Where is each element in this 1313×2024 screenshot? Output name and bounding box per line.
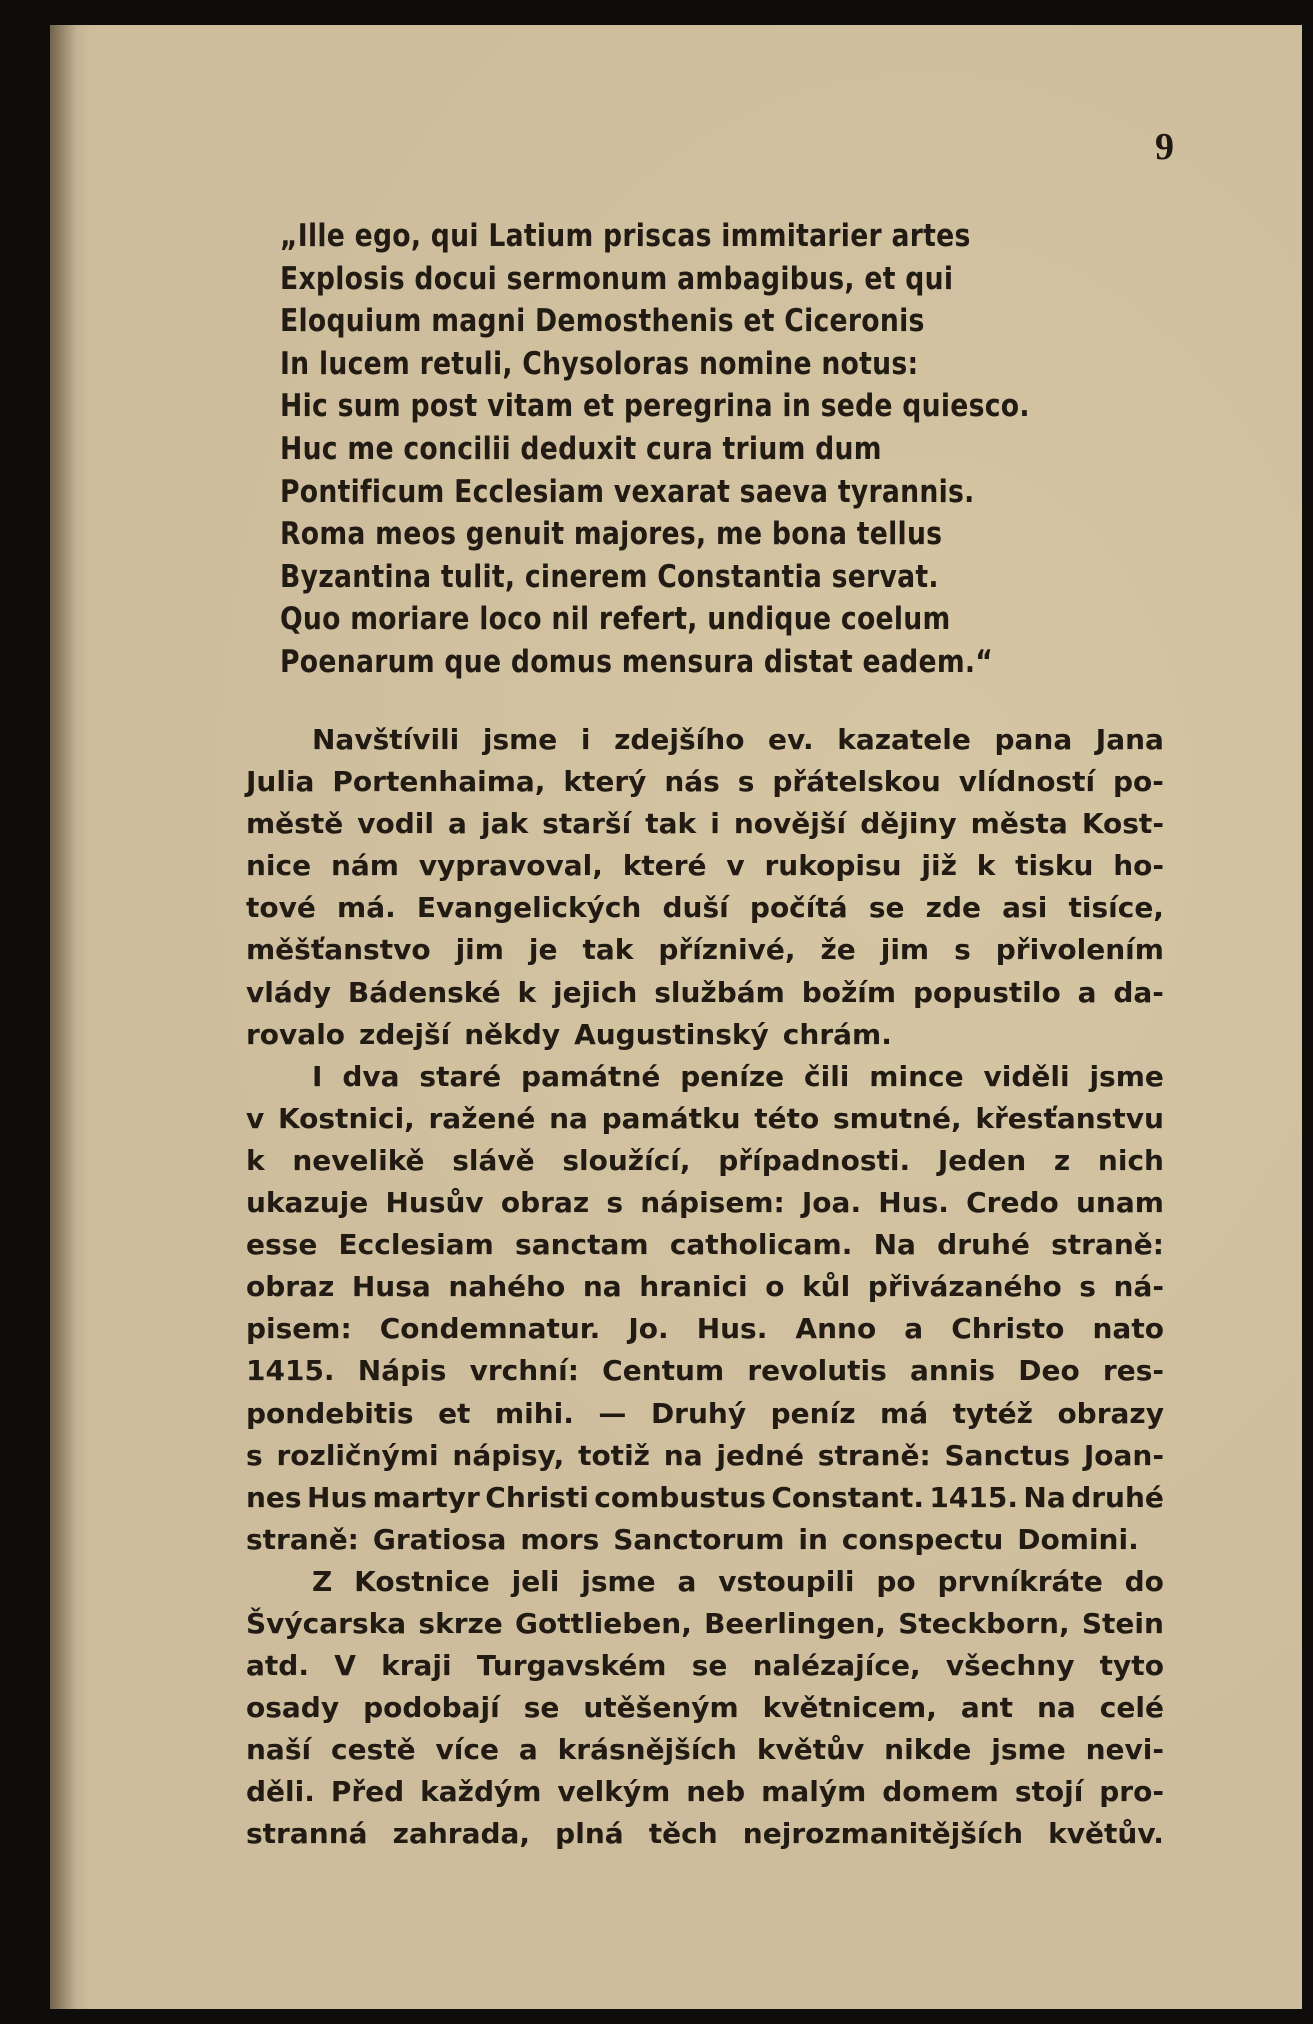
word: a <box>904 1312 924 1346</box>
prose-body <box>246 719 1164 1856</box>
word: že <box>820 933 856 967</box>
word: je <box>528 933 558 967</box>
poem-line: Pontificum Ecclesiam vexarat saeva tyrannis. <box>280 473 975 510</box>
text-line <box>246 1140 1164 1182</box>
word: sloužící, <box>562 1143 691 1177</box>
word: Hus. <box>696 1312 768 1346</box>
word: památku <box>601 1101 741 1135</box>
word: tyto <box>1099 1649 1164 1683</box>
word: et <box>438 1396 471 1430</box>
word: Condemnatur. <box>379 1312 601 1346</box>
word: vlády <box>246 975 332 1009</box>
word: má <box>880 1396 929 1430</box>
word: pondebitis <box>246 1396 414 1430</box>
word: dva <box>342 1059 400 1093</box>
word: asi <box>1002 891 1048 925</box>
poem-line: Hic sum post vitam et peregrina in sede quiesco. <box>280 388 1030 425</box>
word: pro- <box>1099 1775 1164 1809</box>
word: plná <box>555 1817 624 1851</box>
word: jsme <box>581 1564 656 1598</box>
word: kazatele <box>837 723 971 756</box>
word: a <box>448 807 467 841</box>
word: s <box>954 933 971 967</box>
text-line <box>246 1603 1164 1645</box>
word: tové <box>246 891 316 925</box>
word: Christi <box>485 1480 589 1514</box>
word: Jo. <box>628 1312 669 1346</box>
word: službám <box>654 975 785 1009</box>
word: Švýcarska <box>246 1606 407 1640</box>
word: velkým <box>557 1775 671 1809</box>
word: květův <box>756 1733 865 1767</box>
word: čili <box>804 1059 850 1093</box>
word: nevelikě <box>292 1143 425 1177</box>
word: obrazy <box>1057 1396 1164 1430</box>
text-line <box>246 761 1164 803</box>
word: tak <box>645 807 697 841</box>
word: annis <box>910 1354 996 1388</box>
latin-epitaph-poem <box>280 215 1030 684</box>
word: novější <box>733 807 847 841</box>
word: do <box>1124 1564 1164 1598</box>
word: ná- <box>1113 1270 1164 1304</box>
word: rukopisu <box>764 849 902 883</box>
word: Joan- <box>1083 1438 1164 1472</box>
word: Steckborn, <box>898 1606 1070 1640</box>
word: Gottlieben, <box>515 1606 692 1640</box>
word: atd. <box>246 1649 309 1683</box>
word: Jana <box>1095 723 1164 756</box>
word: cestě <box>330 1733 416 1767</box>
word: nice <box>246 849 312 883</box>
word: jim <box>880 933 930 967</box>
word: prvníkráte <box>937 1564 1103 1598</box>
word: případnosti. <box>718 1143 911 1177</box>
word: z <box>1053 1143 1071 1177</box>
word: které <box>622 849 707 883</box>
word: nás <box>664 765 720 799</box>
word: Druhý <box>650 1396 747 1430</box>
word: jedné <box>716 1438 804 1472</box>
word: dějiny <box>860 807 957 841</box>
word: pana <box>994 723 1073 756</box>
text-line <box>246 887 1164 929</box>
text-line <box>246 1056 1164 1098</box>
text-line <box>246 1098 1164 1140</box>
word: kůl <box>802 1270 851 1304</box>
word: všechny <box>945 1649 1075 1683</box>
word: Credo <box>966 1186 1059 1220</box>
word: jsme <box>482 723 558 756</box>
word: revolutis <box>747 1354 887 1388</box>
word: Turgavském <box>476 1649 667 1683</box>
word: ukazuje <box>246 1186 369 1220</box>
poem-line: Byzantina tulit, cinerem Constantia servat. <box>280 558 939 595</box>
word: křesťanstvu <box>975 1101 1164 1135</box>
word: měšťanstvo <box>246 933 431 967</box>
word: každým <box>420 1775 542 1809</box>
word: jim <box>455 933 504 967</box>
word: hranici <box>639 1270 748 1304</box>
word: nevi- <box>1085 1733 1164 1767</box>
word: nich <box>1097 1143 1164 1177</box>
text-line <box>246 719 1164 761</box>
word: I <box>312 1059 323 1093</box>
word: více <box>435 1733 499 1767</box>
poem-line: Roma meos genuit majores, me bona tellus <box>280 516 943 553</box>
word: s <box>1079 1270 1096 1304</box>
word: osady <box>246 1691 340 1725</box>
word: malým <box>761 1775 867 1809</box>
word: Kostnice <box>354 1564 490 1598</box>
word: duší <box>662 891 729 925</box>
word: naší <box>246 1733 312 1767</box>
word: utěšeným <box>583 1691 739 1725</box>
word: skrze <box>418 1606 503 1640</box>
text-line <box>246 1645 1164 1687</box>
word: k <box>976 849 996 883</box>
word: viděli <box>983 1059 1070 1093</box>
word: s <box>737 765 755 799</box>
word: — <box>598 1396 627 1430</box>
word: Navštívili <box>312 723 460 756</box>
word: zde <box>925 891 981 925</box>
word: o <box>765 1270 785 1304</box>
word: 1415. <box>246 1354 335 1388</box>
word: Deo <box>1018 1354 1080 1388</box>
word: rovalo <box>246 1017 346 1051</box>
word: conspectu <box>841 1522 1004 1556</box>
word: peníze <box>680 1059 785 1093</box>
word: božím <box>801 975 897 1009</box>
text-line <box>246 845 1164 887</box>
word: Husův <box>385 1186 484 1220</box>
word: jsme <box>991 1733 1066 1767</box>
word: stojí <box>1014 1775 1084 1809</box>
word: který <box>563 765 647 799</box>
word: ho- <box>1113 849 1164 883</box>
word: Na <box>1023 1480 1066 1514</box>
word: mihi. <box>494 1396 574 1430</box>
word: nes <box>246 1480 302 1514</box>
word: krásnějších <box>557 1733 737 1767</box>
word: města <box>970 807 1068 841</box>
text-line <box>246 1561 1164 1603</box>
word: podobají <box>363 1691 500 1725</box>
word: a <box>1077 975 1097 1009</box>
text-line <box>246 972 1164 1014</box>
text-line <box>246 1435 1164 1477</box>
word: stranná <box>246 1817 368 1851</box>
word: combustus <box>594 1480 766 1514</box>
poem-line: Poenarum que domus mensura distat eadem.“ <box>280 643 994 680</box>
word: Centum <box>602 1354 725 1388</box>
word: Husa <box>351 1270 431 1304</box>
word: zdejšího <box>614 723 745 756</box>
word: 1415. <box>929 1480 1018 1514</box>
word: městě <box>246 807 344 841</box>
word: neb <box>686 1775 746 1809</box>
word: mince <box>869 1059 964 1093</box>
word: vrchní: <box>469 1354 579 1388</box>
text-line <box>246 1771 1164 1813</box>
word: V <box>334 1649 356 1683</box>
word: zdejší <box>359 1017 451 1051</box>
word: Anno <box>795 1312 877 1346</box>
word: staré <box>419 1059 502 1093</box>
word: této <box>754 1101 820 1135</box>
word: přivolením <box>995 933 1164 967</box>
word: kraji <box>381 1649 452 1683</box>
text-line <box>246 1393 1164 1435</box>
word: rozličnými <box>276 1438 439 1472</box>
word: Joa. <box>801 1186 862 1220</box>
word: tisku <box>1015 849 1094 883</box>
word: straně: <box>246 1522 359 1556</box>
word: děli. <box>246 1775 315 1809</box>
word: vlídností <box>958 765 1096 799</box>
word: jeli <box>511 1564 560 1598</box>
word: má. <box>337 891 396 925</box>
word: příznivé, <box>658 933 796 967</box>
word: památné <box>521 1059 661 1093</box>
word: Ecclesiam <box>338 1228 494 1262</box>
word: nám <box>330 849 399 883</box>
text-line <box>246 1182 1164 1224</box>
word: peníz <box>770 1396 856 1430</box>
word: květnicem, <box>762 1691 937 1725</box>
word: Hus. <box>878 1186 949 1220</box>
word: Jeden <box>937 1143 1027 1177</box>
word: Julia <box>246 765 315 799</box>
poem-line: Explosis docui sermonum ambagibus, et qui <box>280 260 954 297</box>
word: straně: <box>1051 1228 1164 1262</box>
word: catholicam. <box>669 1228 853 1262</box>
word: unam <box>1075 1186 1164 1220</box>
word: Hus <box>307 1480 368 1514</box>
word: tak <box>582 933 634 967</box>
word: Před <box>330 1775 405 1809</box>
word: Kost- <box>1081 807 1164 841</box>
binding-shadow <box>50 25 76 2009</box>
word: květův. <box>1048 1817 1164 1851</box>
text-line <box>246 1308 1164 1350</box>
text-line <box>246 929 1164 971</box>
word: těch <box>648 1817 718 1851</box>
word: nejrozmanitějších <box>742 1817 1024 1851</box>
word: Sanctus <box>944 1438 1071 1472</box>
word: Constant. <box>771 1480 924 1514</box>
word: k <box>246 1143 265 1177</box>
word: na <box>549 1101 588 1135</box>
poem-line: In lucem retuli, Chysoloras nomine notus: <box>280 345 919 382</box>
word: Augustinský <box>574 1017 769 1051</box>
poem-line: Huc me concilii deduxit cura trium dum <box>280 430 882 467</box>
text-line <box>246 1014 1164 1056</box>
word: a <box>518 1733 538 1767</box>
word: nápisem: <box>640 1186 785 1220</box>
word: obraz <box>500 1186 590 1220</box>
word: martyr <box>372 1480 480 1514</box>
word: v <box>726 849 745 883</box>
word: Nápis <box>357 1354 447 1388</box>
page-number: 9 <box>1155 126 1174 168</box>
word: Sanctorum <box>613 1522 785 1556</box>
word: nápisy, <box>452 1438 565 1472</box>
word: jsme <box>1089 1059 1164 1093</box>
word: Gratiosa <box>372 1522 507 1556</box>
book-page <box>50 25 1302 2009</box>
text-line <box>246 1477 1164 1519</box>
word: se <box>523 1691 560 1725</box>
word: nahého <box>448 1270 566 1304</box>
word: esse <box>246 1228 318 1262</box>
word: totiž <box>578 1438 650 1472</box>
word: ražené <box>428 1101 536 1135</box>
word: obraz <box>246 1270 335 1304</box>
word: ant <box>960 1691 1014 1725</box>
word: sanctam <box>515 1228 649 1262</box>
word: nalézajíce, <box>752 1649 921 1683</box>
word: s <box>606 1186 624 1220</box>
word: přátelskou <box>772 765 941 799</box>
word: i <box>710 807 720 841</box>
word: i <box>580 723 591 756</box>
text-line <box>246 803 1164 845</box>
word: Christo <box>951 1312 1065 1346</box>
word: tisíce, <box>1068 891 1164 925</box>
word: domem <box>882 1775 999 1809</box>
word: vodil <box>357 807 434 841</box>
word: Na <box>873 1228 916 1262</box>
word: druhé <box>1071 1480 1164 1514</box>
word: Kostnici, <box>277 1101 415 1135</box>
word: jak <box>481 807 529 841</box>
word: jejich <box>553 975 638 1009</box>
poem-line: Quo moriare loco nil refert, undique coelum <box>280 601 951 638</box>
word: slávě <box>452 1143 535 1177</box>
word: a <box>677 1564 697 1598</box>
word: celé <box>1099 1691 1164 1725</box>
word: tytéž <box>952 1396 1033 1430</box>
word: Z <box>312 1564 333 1598</box>
word: straně: <box>817 1438 931 1472</box>
word: k <box>517 975 537 1009</box>
word: Stein <box>1081 1606 1164 1640</box>
word: popustilo <box>912 975 1061 1009</box>
word: in <box>798 1522 828 1556</box>
word: Bádenské <box>347 975 501 1009</box>
word: po <box>876 1564 916 1598</box>
word: přivázaného <box>867 1270 1062 1304</box>
word: da- <box>1113 975 1164 1009</box>
word: na <box>663 1438 703 1472</box>
word: se <box>691 1649 728 1683</box>
word: chrám. <box>782 1017 892 1051</box>
word: mors <box>520 1522 600 1556</box>
text-line <box>246 1350 1164 1392</box>
poem-line: Eloquium magni Demosthenis et Ciceronis <box>280 303 925 340</box>
word: s <box>246 1438 263 1472</box>
word: vstoupili <box>718 1564 855 1598</box>
word: Evangelických <box>416 891 642 925</box>
word: Portenhaima, <box>332 765 546 799</box>
text-line <box>246 1813 1164 1855</box>
word: na <box>582 1270 622 1304</box>
word: res- <box>1102 1354 1164 1388</box>
word: po- <box>1113 765 1164 799</box>
text-line <box>246 1687 1164 1729</box>
word: zahrada, <box>392 1817 531 1851</box>
word: vypravoval, <box>418 849 603 883</box>
word: nikde <box>884 1733 972 1767</box>
word: počítá <box>749 891 848 925</box>
text-line <box>246 1224 1164 1266</box>
word: Domini. <box>1017 1522 1139 1556</box>
poem-line: „Ille ego, qui Latium priscas immitarier artes <box>280 218 971 254</box>
text-line <box>246 1729 1164 1771</box>
word: smutné, <box>832 1101 962 1135</box>
word: ev. <box>768 723 814 756</box>
word: starší <box>542 807 632 841</box>
word: již <box>921 849 957 883</box>
word: někdy <box>464 1017 561 1051</box>
text-line <box>246 1519 1164 1561</box>
word: se <box>868 891 905 925</box>
word: v <box>246 1101 265 1135</box>
word: pisem: <box>246 1312 352 1346</box>
text-line <box>246 1266 1164 1308</box>
word: nato <box>1092 1312 1164 1346</box>
word: Beerlingen, <box>704 1606 886 1640</box>
word: na <box>1037 1691 1076 1725</box>
word: druhé <box>937 1228 1030 1262</box>
